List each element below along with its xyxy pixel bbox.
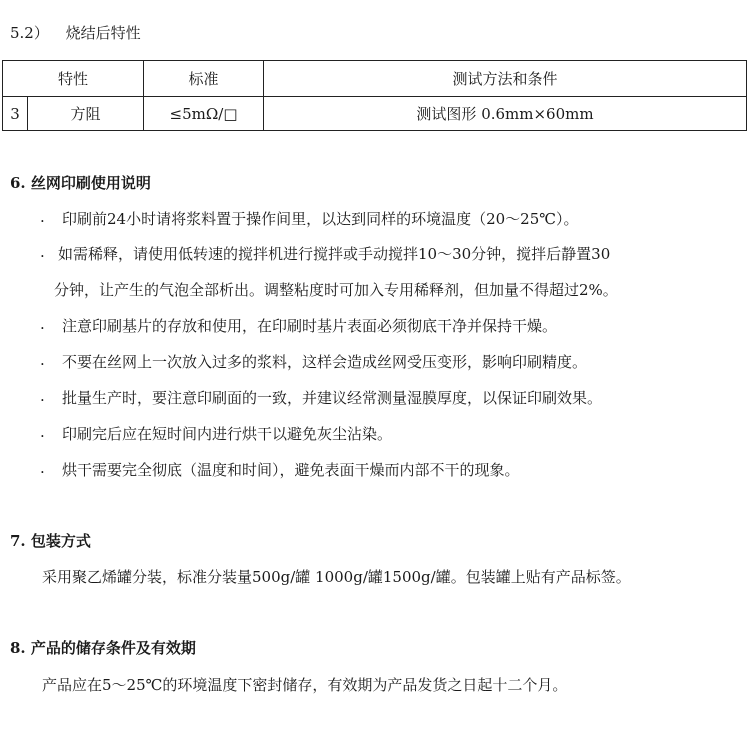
header-method: 测试方法和条件 bbox=[264, 61, 747, 97]
table-header-row bbox=[3, 61, 747, 97]
table-row bbox=[3, 97, 747, 131]
row-method: 测试图形 0.6mm×60mm bbox=[264, 97, 747, 131]
row-standard: ≤5mΩ/□ bbox=[144, 97, 264, 131]
bullet-5: . bbox=[40, 387, 45, 405]
row-property: 方阻 bbox=[28, 97, 144, 131]
bullet-1: . bbox=[40, 208, 45, 226]
storage-text: 产品应在5～25℃的环境温度下密封储存，有效期为产品发货之日起十二个月。 bbox=[42, 676, 568, 694]
header-standard: 标准 bbox=[144, 61, 264, 97]
row-index: 3 bbox=[3, 97, 28, 131]
bullet-7: . bbox=[40, 459, 45, 477]
list-item: 印刷前24小时请将浆料置于操作间里，以达到同样的环境温度（20～25℃）。 bbox=[62, 210, 579, 228]
list-item: 烘干需要完全彻底（温度和时间），避免表面干燥而内部不干的现象。 bbox=[62, 461, 520, 479]
list-item: 如需稀释，请使用低转速的搅拌机进行搅拌或手动搅拌10～30分钟，搅拌后静置30 bbox=[58, 245, 611, 263]
bullet-3: . bbox=[40, 315, 45, 333]
bullet-6: . bbox=[40, 423, 45, 441]
header-property: 特性 bbox=[3, 61, 144, 97]
list-item: 印刷完后应在短时间内进行烘干以避免灰尘沾染。 bbox=[62, 425, 393, 443]
bullet-2: . bbox=[40, 243, 45, 261]
list-item-continuation: 分钟，让产生的气泡全部析出。调整粘度时可加入专用稀释剂，但加量不得超过2%。 bbox=[54, 281, 618, 299]
section-8-title: 8. 产品的储存条件及有效期 bbox=[10, 639, 196, 657]
list-item: 注意印刷基片的存放和使用，在印刷时基片表面必须彻底干净并保持干燥。 bbox=[62, 317, 558, 335]
section-title: 烧结后特性 bbox=[65, 24, 141, 42]
section-5-2-heading bbox=[10, 22, 141, 43]
bullet-4: . bbox=[40, 351, 45, 369]
section-7-title: 7. 包装方式 bbox=[10, 532, 91, 550]
section-number: 5.2） bbox=[10, 24, 49, 42]
section-6-title: 6. 丝网印刷使用说明 bbox=[10, 174, 151, 192]
spec-table bbox=[2, 60, 747, 131]
packaging-text: 采用聚乙烯罐分装，标准分装量500g/罐 1000g/罐1500g/罐。包装罐上贴有产品标签。 bbox=[42, 568, 631, 586]
list-item: 批量生产时，要注意印刷面的一致，并建议经常测量湿膜厚度，以保证印刷效果。 bbox=[62, 389, 603, 407]
list-item: 不要在丝网上一次放入过多的浆料，这样会造成丝网受压变形，影响印刷精度。 bbox=[62, 353, 588, 371]
